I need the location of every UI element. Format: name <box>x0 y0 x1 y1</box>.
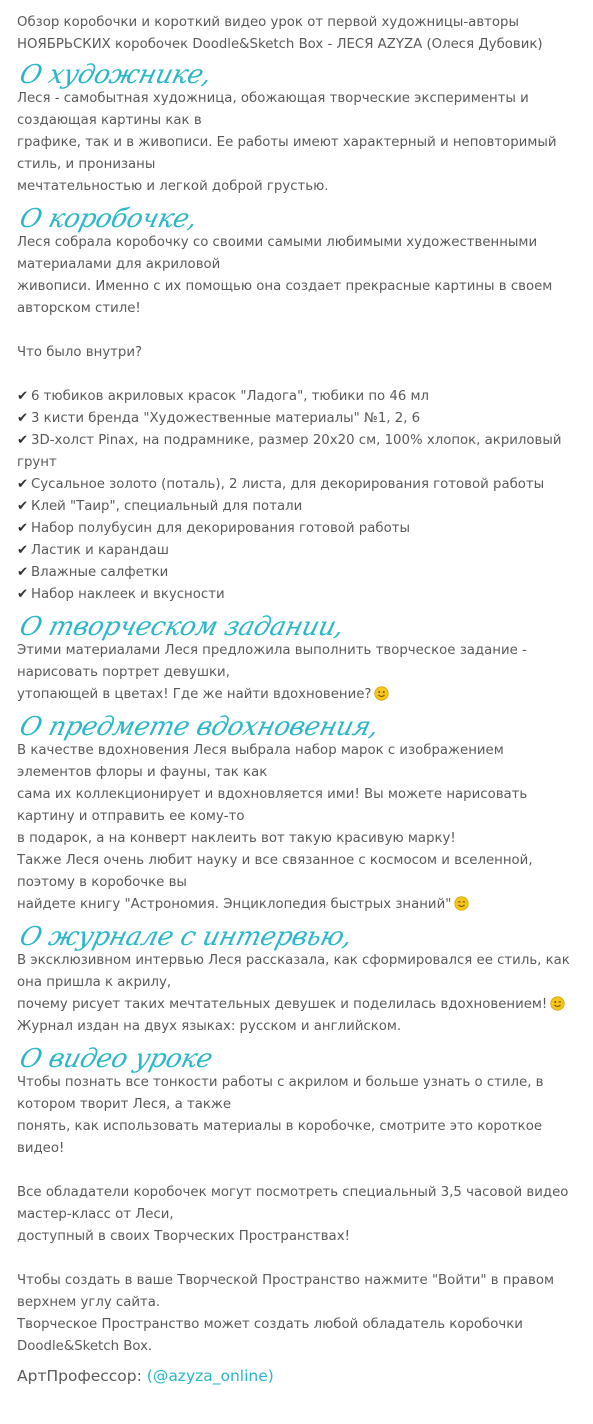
list-item-text: 3 кисти бренда "Художественные материалы" №1, 2, 6 <box>31 411 421 426</box>
spacer <box>17 1160 579 1182</box>
list-item <box>17 430 579 474</box>
list-item <box>17 474 579 496</box>
list-item-text: 3D-холст Pinax, на подрамнике, размер 20х20 см, 100% хлопок, акриловый грунт <box>17 433 562 470</box>
task-line-text: утопающей в цветах! Где же найти вдохновение? <box>17 687 372 702</box>
box-line: живописи. Именно с их помощью она создает прекрасные картины в своем авторском стиле! <box>17 279 553 316</box>
list-item-text: Влажные салфетки <box>31 565 169 580</box>
artist-line: Леся - самобытная художница, обожающая творческие эксперименты и создающая картины как в <box>17 91 529 128</box>
list-item-text: Клей "Таир", специальный для потали <box>31 499 303 514</box>
inspiration-line: Также Леся очень любит науку и все связанное с космосом и вселенной, поэтому в коробочке вы <box>17 853 533 890</box>
inspiration-line-text: найдете книгу "Астрономия. Энциклопедия быстрых знаний" <box>17 897 452 912</box>
section-heading-box: О коробочке, <box>16 204 201 234</box>
video-paragraph-2 <box>17 1182 579 1248</box>
inspiration-paragraph <box>17 740 579 916</box>
video-paragraph <box>17 1072 579 1160</box>
contents-list <box>17 386 579 606</box>
list-item-text: Набор наклеек и вкусности <box>31 587 225 602</box>
video-line: доступный в своих Творческих Пространствах! <box>17 1229 350 1244</box>
video-line: Творческое Пространство может создать любой обладатель коробочки Doodle&Sketch Box. <box>17 1317 523 1354</box>
inspiration-line <box>17 894 579 916</box>
artist-line: мечтательностью и легкой доброй грустью. <box>17 179 329 194</box>
section-heading-artist: О художнике, <box>16 60 215 90</box>
video-line: Чтобы познать все тонкости работы с акрилом и больше узнать о стиле, в котором творит Леся, а также <box>17 1075 544 1112</box>
section-heading-task: О творческом задании, <box>16 612 348 642</box>
video-paragraph-3 <box>17 1270 579 1358</box>
smiling-face-icon <box>374 686 389 701</box>
list-item <box>17 584 579 606</box>
check-mark-icon: ✔ <box>17 587 29 602</box>
section-heading-video: О видео уроке <box>16 1044 216 1074</box>
video-line: Чтобы создать в ваше Творческой Пространство нажмите "Войти" в правом верхнем углу сайта. <box>17 1273 555 1310</box>
footer-label: АртПрофессор: <box>17 1367 142 1385</box>
video-line: Все обладатели коробочек могут посмотреть специальный 3,5 часовой видео мастер-класс от Леси, <box>17 1185 569 1222</box>
task-line <box>17 684 579 706</box>
spacer <box>17 364 579 386</box>
check-mark-icon: ✔ <box>17 411 29 426</box>
task-line: Этими материалами Леся предложила выполнить творческое задание - нарисовать портрет девушки, <box>17 643 527 680</box>
instagram-link[interactable]: (@azyza_online) <box>146 1367 274 1385</box>
footer-credit <box>17 1364 579 1388</box>
check-mark-icon: ✔ <box>17 543 29 558</box>
list-item <box>17 562 579 584</box>
inspiration-line: В качестве вдохновения Леся выбрала набор марок с изображением элементов флоры и фауны, так как <box>17 743 504 780</box>
journal-line <box>17 994 579 1016</box>
artist-line: графике, так и в живописи. Ее работы имеют характерный и неповторимый стиль, и пронизаны <box>17 135 557 172</box>
smiling-face-icon <box>454 896 469 911</box>
artist-paragraph <box>17 88 579 198</box>
check-mark-icon: ✔ <box>17 521 29 536</box>
list-item-text: Набор полубусин для декорирования готовой работы <box>31 521 410 536</box>
inspiration-line: в подарок, а на конверт наклеить вот такую красивую марку! <box>17 831 456 846</box>
task-paragraph <box>17 640 579 706</box>
journal-line: В эксклюзивном интервью Леся рассказала, как сформировался ее стиль, как она пришла к акрилу, <box>17 953 570 990</box>
list-item <box>17 518 579 540</box>
check-mark-icon: ✔ <box>17 565 29 580</box>
check-mark-icon: ✔ <box>17 499 29 514</box>
spacer <box>17 320 579 342</box>
journal-paragraph <box>17 950 579 1038</box>
list-item-text: 6 тюбиков акриловых красок "Ладога", тюбики по 46 мл <box>31 389 430 404</box>
box-line: Леся собрала коробочку со своими самыми любимыми художественными материалами для акриловой <box>17 235 538 272</box>
smiling-face-icon <box>550 996 565 1011</box>
box-paragraph <box>17 232 579 320</box>
list-item <box>17 540 579 562</box>
list-item <box>17 408 579 430</box>
list-item <box>17 496 579 518</box>
list-item-text: Ластик и карандаш <box>31 543 169 558</box>
section-heading-journal: О журнале с интервью, <box>16 922 356 952</box>
intro-line: НОЯБРЬСКИХ коробочек Doodle&Sketch Box - ЛЕСЯ AZYZA (Олеся Дубовик) <box>17 37 543 52</box>
list-item-text: Сусальное золото (поталь), 2 листа, для декорирования готовой работы <box>31 477 545 492</box>
inspiration-line: сама их коллекционирует и вдохновляется ими! Вы можете нарисовать картину и отправить ее кому-то <box>17 787 528 824</box>
check-mark-icon: ✔ <box>17 433 29 448</box>
spacer <box>17 1248 579 1270</box>
intro-paragraph <box>17 12 579 56</box>
journal-line-text: почему рисует таких мечтательных девушек и поделилась вдохновением! <box>17 997 548 1012</box>
intro-line: Обзор коробочки и короткий видео урок от первой художницы-авторы <box>17 15 519 30</box>
list-item <box>17 386 579 408</box>
inside-title: Что было внутри? <box>17 345 143 360</box>
section-heading-inspiration: О предмете вдохновения, <box>16 712 382 742</box>
check-mark-icon: ✔ <box>17 389 29 404</box>
journal-line: Журнал издан на двух языках: русском и английском. <box>17 1019 402 1034</box>
video-line: понять, как использовать материалы в коробочке, смотрите это короткое видео! <box>17 1119 543 1156</box>
check-mark-icon: ✔ <box>17 477 29 492</box>
